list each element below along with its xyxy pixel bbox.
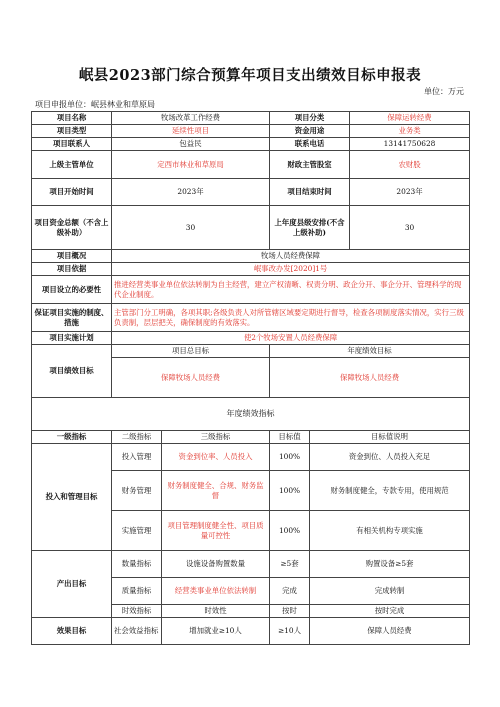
level2-cell: 财务管理 <box>112 471 162 511</box>
value-cell: 100% <box>270 471 310 511</box>
plan-value: 使2个牧场安置人员经费保障 <box>112 332 470 345</box>
fund-use-label: 资金用途 <box>270 125 350 138</box>
level1-output: 产出目标 <box>32 551 112 618</box>
level3-cell: 经营类事业单位依法转制 <box>162 578 270 605</box>
level2-cell: 投入管理 <box>112 444 162 471</box>
row-perf-header <box>32 345 470 358</box>
value-cell: 按时 <box>270 605 310 618</box>
necessity-value: 推进经营类事业单位依法转制为自主经营，建立产权清晰、权责分明、政企分开、事企分开、管理科学的现代企业制度。 <box>112 276 470 304</box>
start-label: 项目开始时间 <box>32 179 112 206</box>
perf-label: 项目绩效目标 <box>32 345 112 398</box>
level2-cell: 质量指标 <box>112 578 162 605</box>
table-row <box>32 444 470 471</box>
level2-cell: 数量指标 <box>112 551 162 578</box>
header-level3: 三级指标 <box>162 431 270 444</box>
level1-effect: 效果目标 <box>32 618 112 645</box>
start-value: 2023年 <box>112 179 270 206</box>
desc-cell: 有相关机构专项实施 <box>310 511 470 551</box>
desc-cell: 资金到位、人员投入充足 <box>310 444 470 471</box>
row-contact <box>32 138 470 151</box>
end-label: 项目结束时间 <box>270 179 350 206</box>
contact-value: 包益民 <box>112 138 270 151</box>
fund-label: 项目资金总额（不含上级补助） <box>32 206 112 250</box>
finance-value: 农财股 <box>350 151 470 179</box>
header-value: 目标值 <box>270 431 310 444</box>
row-overview <box>32 250 470 263</box>
level3-cell: 财务制度健全、合规、财务监督 <box>162 471 270 511</box>
superior-value: 定西市林业和草原局 <box>112 151 270 179</box>
row-superior <box>32 151 470 179</box>
end-value: 2023年 <box>350 179 470 206</box>
row-necessity <box>32 276 470 304</box>
row-measures <box>32 304 470 332</box>
necessity-label: 项目设立的必要性 <box>32 276 112 304</box>
row-dates <box>32 179 470 206</box>
level3-cell: 增加就业≥10人 <box>162 618 270 645</box>
type-value: 延续性项目 <box>112 125 270 138</box>
category-value: 保障运转经费 <box>350 112 470 125</box>
level2-cell: 时效指标 <box>112 605 162 618</box>
plan-label: 项目实施计划 <box>32 332 112 345</box>
unit-label: 单位：万元 <box>424 87 464 96</box>
row-basis <box>32 263 470 276</box>
table-row <box>32 551 470 578</box>
level3-cell: 资金到位率、人员投入 <box>162 444 270 471</box>
row-fund <box>32 206 470 250</box>
row-project-type <box>32 125 470 138</box>
prev-value: 30 <box>350 206 470 250</box>
overview-value: 牧场人员经费保障 <box>112 250 470 263</box>
annual-goal: 保障牧场人员经费 <box>270 358 470 398</box>
level3-cell: 项目管理制度健全性、项目质量可控性 <box>162 511 270 551</box>
contact-label: 项目联系人 <box>32 138 112 151</box>
indicator-section-title: 年度绩效指标 <box>32 398 470 431</box>
level1-input-management: 投入和管理目标 <box>32 444 112 551</box>
value-cell: 100% <box>270 511 310 551</box>
value-cell: 完成 <box>270 578 310 605</box>
category-label: 项目分类 <box>270 112 350 125</box>
type-label: 项目类型 <box>32 125 112 138</box>
row-indicator-headers <box>32 431 470 444</box>
header-desc: 目标值说明 <box>310 431 470 444</box>
measures-value: 主管部门分工明确，各项其职;各级负责人对所管辖区域要定期进行督导，检查各项制度落实情况，实行三级负责制，层层把关，确保制度的有效落实。 <box>112 304 470 332</box>
overview-label: 项目概况 <box>32 250 112 263</box>
basis-label: 项目依据 <box>32 263 112 276</box>
level2-cell: 社会效益指标 <box>112 618 162 645</box>
table-row <box>32 618 470 645</box>
performance-table <box>31 111 470 645</box>
header-level1: 一级指标 <box>32 431 112 444</box>
fund-value: 30 <box>112 206 270 250</box>
applicant-unit: 项目申报单位：岷县林业和草原局 <box>35 100 155 109</box>
finance-label: 财政主管股室 <box>270 151 350 179</box>
value-cell: ≥5套 <box>270 551 310 578</box>
overall-goal: 保障牧场人员经费 <box>112 358 270 398</box>
row-plan <box>32 332 470 345</box>
phone-value: 13141750628 <box>350 138 470 151</box>
page-title: 岷县2023部门综合预算年项目支出绩效目标申报表 <box>78 67 422 84</box>
superior-label: 上级主管单位 <box>32 151 112 179</box>
desc-cell: 按时完成 <box>310 605 470 618</box>
desc-cell: 购置设备≥5套 <box>310 551 470 578</box>
fund-use-value: 业务类 <box>350 125 470 138</box>
measures-label: 保证项目实施的制度、措施 <box>32 304 112 332</box>
row-indicator-title <box>32 398 470 431</box>
row-project-name <box>32 112 470 125</box>
project-name-label: 项目名称 <box>32 112 112 125</box>
level2-cell: 实施管理 <box>112 511 162 551</box>
level3-cell: 时效性 <box>162 605 270 618</box>
header-level2: 二级指标 <box>112 431 162 444</box>
desc-cell: 保障人员经费 <box>310 618 470 645</box>
annual-header: 年度绩效目标 <box>270 345 470 358</box>
basis-value: 岷事改办发[2020]1号 <box>112 263 470 276</box>
desc-cell: 财务制度健全，专款专用，使用规范 <box>310 471 470 511</box>
value-cell: 100% <box>270 444 310 471</box>
overall-header: 项目总目标 <box>112 345 270 358</box>
prev-label: 上年度县级安排(不含上级补助) <box>270 206 350 250</box>
desc-cell: 完成转制 <box>310 578 470 605</box>
project-name-value: 牧场改革工作经费 <box>112 112 270 125</box>
value-cell: ≥10人 <box>270 618 310 645</box>
level3-cell: 设施设备购置数量 <box>162 551 270 578</box>
phone-label: 联系电话 <box>270 138 350 151</box>
